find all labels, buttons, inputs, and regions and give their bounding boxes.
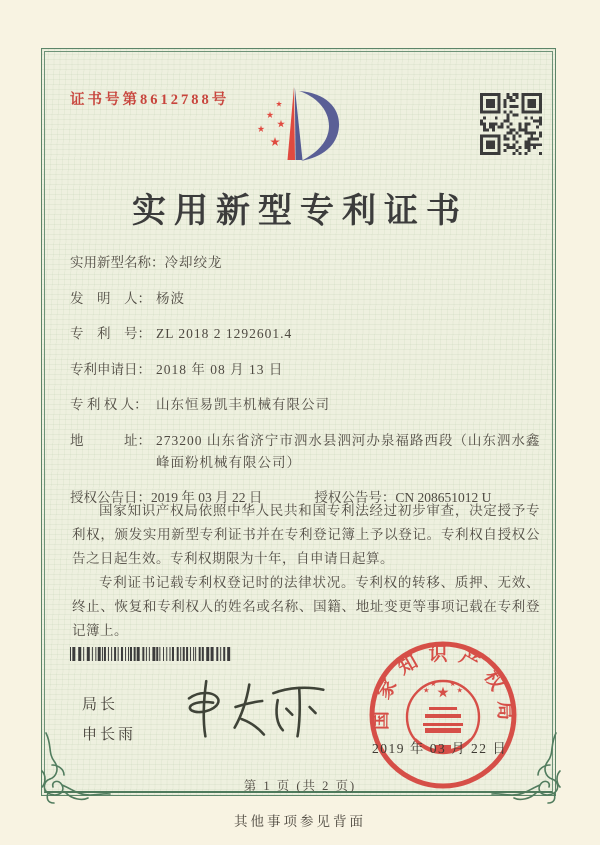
issuer-name: 申长雨 [82,727,137,743]
field-patentee [70,394,548,416]
field-address [70,430,548,474]
issuer-block [82,690,136,750]
field-value: 山东恒易凯丰机械有限公司 [156,397,330,412]
seal-date: 2019 年 03 月 22 日 [372,741,508,756]
legal-paragraph-1: 国家知识产权局依照中华人民共和国专利法经过初步审查，决定授予专利权，颁发实用新型专利证书并在专利登记簿上予以登记。专利权自授权公告之日起生效。专利权期限为十年，自申请日起算。 [72,503,540,567]
certificate-fields [70,252,548,509]
field-value: 273200 山东省济宁市泗水县泗河办泉福路西段（山东泗水鑫峰面粉机械有限公司） [156,432,541,470]
back-side-note: 其他事项参见背面 [234,814,366,829]
field-utility-model-name [70,252,548,274]
field-label: 发 明 人： [70,290,151,306]
grant-date-label: 授权公告日： [70,490,151,505]
field-value: 2018 年 08 月 13 日 [156,361,284,377]
certificate-title: 实用新型专利证书 [132,193,468,230]
certificate-number: 证书号第8612788号 [70,92,230,108]
national-ipa-seal [365,637,521,793]
cnipa-logo-icon [245,82,345,168]
grant-date-value: 2019 年 03 月 22 日 [151,490,263,505]
field-label: 实用新型名称： [70,255,165,270]
issuer-title: 局长 [82,697,119,713]
legal-text-block [72,499,540,643]
field-label: 专 利 号： [70,326,151,341]
field-inventor [70,288,548,310]
field-patent-number [70,323,548,345]
field-value: 冷却绞龙 [164,255,223,270]
grant-number-value: CN 208651012 U [395,490,492,505]
grant-number-label: 授权公告号： [314,490,396,505]
field-value: ZL 2018 2 1292601.4 [156,326,293,341]
field-application-date [70,359,548,381]
director-signature [172,676,330,738]
barcode [70,647,232,661]
field-label: 地 址： [70,432,151,448]
field-label: 专 利 权 人： [70,397,148,412]
page-number: 第 1 页 (共 2 页) [243,779,357,793]
field-label: 专利申请日： [70,361,151,377]
field-value: 杨波 [156,290,185,306]
qr-code [477,90,551,164]
legal-paragraph-2: 专利证书记载专利权登记时的法律状况。专利权的转移、质押、无效、终止、恢复和专利权人的姓名或名称、国籍、地址变更等事项记载在专利登记簿上。 [72,575,540,639]
seal-ring-text: 国家知识产权局 [370,644,516,731]
